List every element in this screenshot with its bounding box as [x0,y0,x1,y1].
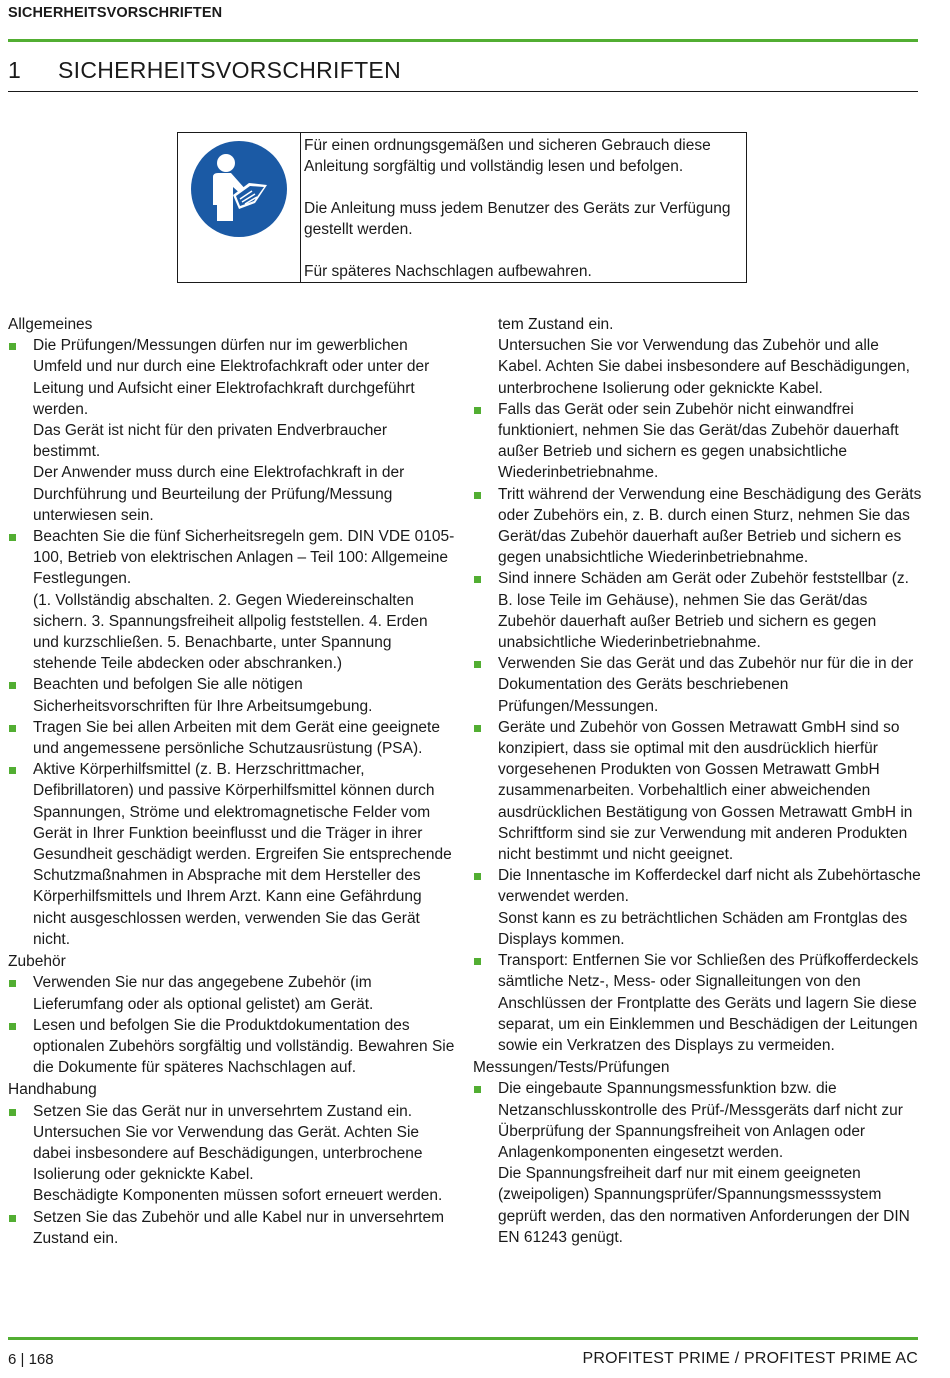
notice-icon-cell [178,133,301,282]
list-item [473,865,923,950]
list-item-text: Lesen und befolgen Sie die Produktdokumentation des optionalen Zubehörs sorgfältig und vollständig. Bewahren Sie die Dokumente für späteres Nachschlagen auf. [33,1016,455,1077]
list-item [8,972,455,1014]
list-item [8,526,455,674]
list-item-text: Die Innentasche im Kofferdeckel darf nicht als Zubehörtasche verwendet werden. [498,867,921,906]
list-item-text: Setzen Sie das Gerät nur in unversehrtem Zustand ein. [33,1102,413,1120]
list-handhabung [8,1101,455,1249]
left-column [8,314,455,1249]
list-zubehoer [8,972,455,1078]
chapter-number: 1 [8,57,22,83]
section-title-messungen: Messungen/Tests/Prüfungen [473,1059,670,1077]
list-item-text: Aktive Körperhilfsmittel (z. B. Herzschrittmacher, Defibrillatoren) und passive Körperhilfsmittel können durch Spannungen, Ströme und elektromagnetische Felder vom Gerät in Ihrer Funktion beeinflusst und die Träger in ihrer Gesundheit geschädigt werden. Ergreifen Sie entsprechende Schutzmaßnahmen in Absprache mit dem Hersteller des Körperhilfsmittels und Ihrem Arzt. Kann eine Gefährdung nicht ausgeschlossen werden, verwenden Sie das Gerät nicht. [33,761,452,948]
list-item [473,484,923,569]
chapter-rule [8,91,918,92]
section-title-zubehoer: Zubehör [8,953,66,971]
list-item-text: Transport: Entfernen Sie vor Schließen des Prüfkofferdeckels sämtliche Netz-, Mess- oder Signalleitungen von den Anschlüssen der Frontplatte des Geräts und lagern Sie diese separat, um ein Einklemmen und Beschädigen der Leitungen sowie ein Verkratzen des Displays zu vermeiden. [498,952,919,1054]
right-column [473,314,923,1248]
list-item [8,335,455,526]
header-rule [8,39,918,42]
read-manual-icon [189,139,289,239]
list-item [473,399,923,484]
list-item-text: Die eingebaute Spannungsmessfunktion bzw. die Netzanschlusskontrolle des Prüf-/Messgeräts darf nicht zur Überprüfung der Spannungsfreiheit von Anlagen oder Anlagenkomponenten eingesetzt werden. [498,1080,903,1161]
list-item-text: Sind innere Schäden am Gerät oder Zubehör feststellbar (z. B. lose Teile im Gehäuse), nehmen Sie das Gerät/das Zubehör dauerhaft außer Betrieb und sichern es gegen unabsichtliche Wiederinbetriebnahme. [498,570,909,652]
list-item-text: Tritt während der Verwendung eine Beschädigung des Geräts oder Zubehörs ein, z. B. durch einen Sturz, nehmen Sie das Gerät/das Zubehör dauerhaft außer Betrieb und sichern es gegen unabsichtliche Wiederinbetriebnahme. [498,485,922,567]
list-item [473,653,923,717]
page-number: 6 | 168 [8,1351,54,1368]
list-item-text: Verwenden Sie das Gerät und das Zubehör nur für die in der Dokumentation des Geräts beschriebenen Prüfungen/Messungen. [498,655,914,715]
list-item-text: Das Gerät ist nicht für den privaten Endverbraucher bestimmt. [33,422,388,461]
section-title-allgemeines: Allgemeines [8,316,93,333]
list-item-text: (1. Vollständig abschalten. 2. Gegen Wiedereinschalten sichern. 3. Spannungsfreiheit allpolig feststellen. 4. Erden und kurzschließen. 5. Benachbarte, unter Spannung stehende Teile abdecken oder abschranken.) [33,591,428,673]
list-item [473,1078,923,1248]
list-messungen [473,1078,923,1248]
notice-paragraph: Für einen ordnungsgemäßen und sicheren Gebrauch diese Anleitung sorgfältig und vollständig lesen und befolgen. [304,137,711,175]
list-item-text: Falls das Gerät oder sein Zubehör nicht einwandfrei funktioniert, nehmen Sie das Gerät/das Zubehör dauerhaft außer Betrieb und sichern es gegen unabsichtliche Wiederinbetriebnahme. [498,400,899,482]
list-item-text: Geräte und Zubehör von Gossen Metrawatt GmbH sind so konzipiert, dass sie optimal mit den ausdrücklich hierfür vorgesehenen Produkten von Gossen Metrawatt GmbH zusammenarbeiten. Vorbehaltlich einer abweichenden ausdrücklichen Bestätigung von Gossen Metrawatt GmbH in Schriftform sind sie zur Verwendung mit anderen Produkten nicht bestimmt und nicht geeignet. [498,718,913,864]
list-item [8,674,455,716]
notice-paragraph: Die Anleitung muss jedem Benutzer des Geräts zur Verfügung gestellt werden. [304,200,731,238]
continued-text [473,314,923,399]
list-item [8,1015,455,1079]
list-item-text: Beschädigte Komponenten müssen sofort erneuert werden. [33,1187,443,1205]
list-handhabung-continued [473,399,923,1056]
list-item [8,759,455,950]
footer-rule [8,1337,918,1340]
list-item-text: Der Anwender muss durch eine Elektrofachkraft in der Durchführung und Beurteilung der Prüfung/Messung unterwiesen sein. [33,464,405,524]
list-item-text: Untersuchen Sie vor Verwendung das Zubehör und alle Kabel. Achten Sie dabei insbesondere auf Beschädigungen, unterbrochene Isolierung oder geknickte Kabel. [498,337,910,397]
list-item [8,1101,455,1207]
notice-text [301,133,746,282]
list-item-text: Die Prüfungen/Messungen dürfen nur im gewerblichen Umfeld und nur durch eine Elektrofachkraft oder unter der Leitung und Aufsicht einer Elektrofachkraft durchgeführt werden. [33,337,430,418]
notice-paragraph: Für späteres Nachschlagen aufbewahren. [304,263,592,280]
running-header: SICHERHEITSVORSCHRIFTEN [8,5,223,21]
read-manual-notice [177,132,747,283]
list-item-text: Beachten und befolgen Sie alle nötigen Sicherheitsvorschriften für Ihre Arbeitsumgebung. [33,676,373,715]
section-title-handhabung: Handhabung [8,1081,97,1099]
list-item-text: Verwenden Sie nur das angegebene Zubehör (im Lieferumfang oder als optional gelistet) am Gerät. [33,974,374,1013]
list-allgemeines [8,335,455,950]
list-item [8,1207,455,1249]
list-item-text: Untersuchen Sie vor Verwendung das Gerät. Achten Sie dabei insbesondere auf Beschädigungen, unterbrochene Isolierung oder geknickte Kabel. [33,1123,423,1184]
list-item [473,950,923,1056]
list-item [8,717,455,759]
product-name: PROFITEST PRIME / PROFITEST PRIME AC [582,1350,918,1367]
list-item-text: Sonst kann es zu beträchtlichen Schäden am Frontglas des Displays kommen. [498,909,908,948]
list-item [473,568,923,653]
chapter-heading [8,57,401,84]
list-item-text: Tragen Sie bei allen Arbeiten mit dem Gerät eine geeignete und angemessene persönliche Schutzausrüstung (PSA). [33,718,440,758]
list-item [473,717,923,865]
chapter-title: SICHERHEITSVORSCHRIFTEN [58,57,401,83]
list-item-text: Die Spannungsfreiheit darf nur mit einem geeigneten (zweipoligen) Spannungsprüfer/Spannungsmesssystem geprüft werden, das den normativen Anforderungen der DIN EN 61243 genügt. [498,1165,910,1246]
list-item-text: Setzen Sie das Zubehör und alle Kabel nur in unversehrtem Zustand ein. [33,1208,444,1247]
list-item-text: Beachten Sie die fünf Sicherheitsregeln gem. DIN VDE 0105-100, Betrieb von elektrischen Anlagen – Teil 100: Allgemeine Festlegungen. [33,528,455,588]
list-item-text: tem Zustand ein. [498,316,614,333]
